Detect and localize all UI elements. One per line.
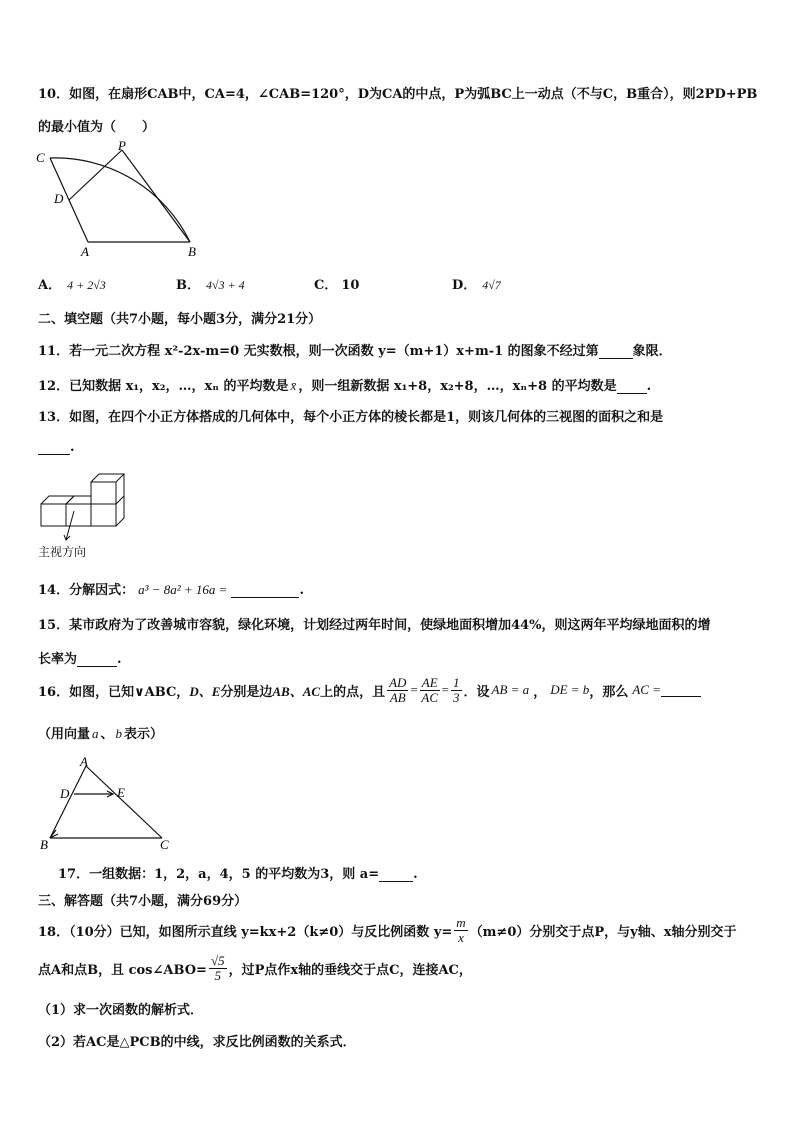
q13-line2: . — [38, 440, 75, 455]
q10-sector-figure — [30, 140, 210, 262]
q10-line2: 的最小值为（ ） — [38, 120, 156, 135]
q12: 12．已知数据 x₁，x₂，…，xₙ 的平均数是 x̄ ，则一组新数据 x₁+8，x₂+8，…，xₙ+8 的平均数是 . — [38, 378, 652, 394]
label-A: A — [80, 754, 88, 769]
label-D: D — [60, 786, 70, 801]
q16-line2: （用向量 a 、 b 表示） — [38, 726, 164, 742]
q18-sub1: （1）求一次函数的解析式． — [38, 1003, 204, 1018]
label-E: E — [117, 785, 125, 800]
q10-option-a: A． 4 + 2√3 — [38, 278, 106, 293]
q15-line1: 15．某市政府为了改善城市容貌，绿化环境，计划经过两年时间，使绿地面积增加44%，则这两年平均绿地面积的增 — [38, 618, 711, 633]
q16-triangle-figure — [36, 754, 176, 852]
q18-sub2: （2）若AC是△PCB的中线，求反比例函数的关系式． — [38, 1035, 356, 1050]
label-P: P — [118, 140, 126, 153]
label-C: C — [160, 837, 169, 852]
q11: 11．若一元二次方程 x²-2x-m=0 无实数根，则一次函数 y=（m+1）x+m-1 的图象不经过第 象限． — [38, 344, 672, 359]
q13-caption: 主视方向 — [38, 545, 87, 559]
sector-arc — [50, 158, 190, 242]
label-D: D — [54, 191, 64, 206]
q14: 14．分解因式： a³ − 8a² + 16a = . — [38, 582, 304, 598]
q18-line2: 点A和点B，且 cos∠ABO= $\frac{√5}{5}$ ，过P点作x轴的垂线交于点C，连接AC， — [38, 952, 472, 983]
q10-option-b: B． 4√3 + 4 — [176, 278, 245, 293]
q10-option-d: D． 4√7 — [452, 278, 501, 293]
label-C: C — [36, 150, 45, 165]
section3-heading: 三、解答题（共7小题，满分69分） — [38, 894, 248, 909]
q10-line1: 10．如图，在扇形CAB中，CA=4，∠CAB=120°，D为CA的中点，P为弧BC上一动点（不与C，B重合），则2PD+PB — [38, 87, 758, 102]
q18-line1: 18．（10分）已知，如图所示直线 y=kx+2（k≠0）与反比例函数 y= $\frac{m}{x}$ （m≠0）分别交于点P，与y轴、x轴分别交于 — [38, 914, 737, 945]
q15-line2: 长率为 . — [38, 652, 122, 667]
q17: 17．一组数据：1，2，a，4，5 的平均数为3，则 a= . — [58, 867, 418, 882]
q10-option-c: C． 10 — [314, 278, 360, 293]
label-B: B — [188, 244, 196, 259]
label-B: B — [40, 837, 48, 852]
q13-line1: 13．如图，在四个小正方体搭成的几何体中，每个小正方体的棱长都是1，则该几何体的三视图的面积之和是 — [38, 410, 664, 425]
label-A: A — [81, 244, 89, 259]
section2-heading: 二、填空题（共7小题，每小题3分，满分21分） — [38, 312, 322, 327]
q16-line1: 16．如图，已知∨ABC， D、E 分别是边 AB、AC 上的点，且 $\frac{AD}{AB}$ = $\frac{AE}{AC}$ = $\frac{1}{3}$ ．设 AB = a ， DE = b ，那么 AC = — [38, 672, 701, 708]
